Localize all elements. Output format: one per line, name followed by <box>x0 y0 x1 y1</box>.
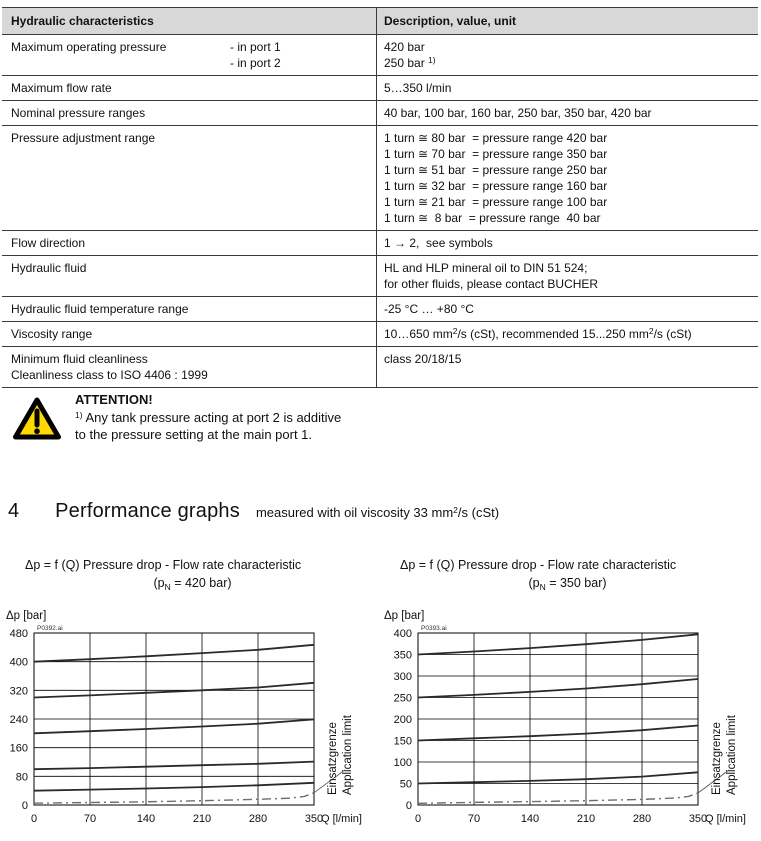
row-value: 1 turn ≅ 70 bar = pressure range 350 bar <box>384 147 608 161</box>
attention-line: $^{1)}$ Any tank pressure acting at port 2 is additive <box>75 409 342 425</box>
y-tick-label: 250 <box>393 692 412 705</box>
y-tick-label: 80 <box>15 771 28 784</box>
y-tick-label: 240 <box>9 714 28 726</box>
table-row <box>2 297 758 322</box>
y-tick-label: 100 <box>393 757 412 769</box>
y-tick-label: 50 <box>399 778 412 791</box>
x-tick-label: 280 <box>632 813 652 825</box>
curve-pressure-setting-400-bar <box>34 645 314 662</box>
curve-pressure-setting-50-bar <box>418 772 698 783</box>
row-value: 1 turn ≅ 32 bar = pressure range 160 bar <box>384 179 608 193</box>
row-label-cell <box>2 347 376 387</box>
table-row <box>2 322 758 347</box>
table-row <box>2 126 758 231</box>
row-value: HL and HLP mineral oil to DIN 51 524; <box>384 261 588 275</box>
row-label: Maximum flow rate <box>11 81 112 95</box>
figure-file-label: P0393.ai <box>421 625 447 632</box>
annotation-application-limit: Application limit <box>726 715 738 795</box>
y-tick-label: 400 <box>9 656 28 669</box>
row-value-cell <box>376 347 758 387</box>
curve-pressure-setting-150-bar <box>418 726 698 741</box>
warning-triangle-icon <box>12 396 62 442</box>
y-tick-label: 300 <box>393 671 412 683</box>
curve-application-limit <box>418 793 698 803</box>
row-value-cell <box>376 101 758 125</box>
row-value-cell <box>376 256 758 296</box>
y-tick-label: 200 <box>393 714 412 726</box>
table-row <box>2 256 758 297</box>
x-tick-label: 70 <box>83 813 97 825</box>
header-hydraulic-characteristics: Hydraulic characteristics <box>11 14 154 28</box>
row-label: Hydraulic fluid <box>11 261 87 275</box>
chart-svg <box>378 605 756 836</box>
x-tick-label: 0 <box>414 813 422 825</box>
hydraulic-table <box>2 7 758 388</box>
y-axis-label: Δp [bar] <box>384 610 425 622</box>
x-tick-label: 210 <box>192 813 212 825</box>
chart-420-bar <box>0 605 378 836</box>
row-sublabel-line: - in port 1 <box>230 40 281 54</box>
y-tick-label: 150 <box>393 735 412 748</box>
table-row <box>2 35 758 76</box>
y-tick-label: 0 <box>21 800 28 812</box>
table-row <box>2 231 758 256</box>
chart-title-block-350 <box>400 557 735 591</box>
section-note: measured with oil viscosity 33 $mm^2/s$ (cSt) <box>255 505 500 520</box>
row-sublabel-line: - in port 2 <box>230 56 281 70</box>
row-value-cell <box>376 322 758 346</box>
row-value-cell <box>376 297 758 321</box>
row-value: class 20/18/15 <box>384 352 462 366</box>
row-label-cell <box>2 297 376 321</box>
header-description-value-unit: Description, value, unit <box>376 8 758 34</box>
row-value: 1 → 2, see symbols <box>384 236 493 250</box>
row-value: 1 turn ≅ 80 bar = pressure range 420 bar <box>384 131 608 145</box>
row-label: Cleanliness class to ISO 4406 : 1999 <box>11 368 208 382</box>
table-row <box>2 101 758 126</box>
annotation-einsatzgrenze: Einsatzgrenze <box>327 722 339 795</box>
x-axis-label: Q [l/min] <box>705 813 746 825</box>
table-row <box>2 76 758 101</box>
x-tick-label: 0 <box>30 813 38 825</box>
x-tick-label: 210 <box>576 813 596 825</box>
row-value: 1 turn ≅ 8 bar = pressure range 40 bar <box>384 211 601 225</box>
x-tick-label: 140 <box>520 813 540 825</box>
row-value-cell <box>376 126 758 230</box>
row-value: 10…650 $mm^2/s$ (cSt), recommended 15...250 $mm^2/s$ (cSt) <box>384 326 692 341</box>
row-value: 420 bar <box>384 40 425 54</box>
table-header-row <box>2 8 758 35</box>
annotation-einsatzgrenze: Einsatzgrenze <box>711 722 723 795</box>
row-value: 40 bar, 100 bar, 160 bar, 250 bar, 350 bar, 420 bar <box>384 106 652 120</box>
row-label: Hydraulic fluid temperature range <box>11 302 189 316</box>
y-tick-label: 0 <box>405 800 412 812</box>
row-value: -25 °C … +80 °C <box>384 302 474 316</box>
row-value-cell <box>376 231 758 255</box>
attention-line: to the pressure setting at the main port 1. <box>75 427 313 442</box>
table-row <box>2 347 758 388</box>
curve-pressure-setting-200-bar <box>34 719 314 733</box>
y-tick-label: 400 <box>393 628 412 640</box>
row-value: 1 turn ≅ 51 bar = pressure range 250 bar <box>384 163 608 177</box>
chart-subtitle: ($p_N = 350$ bar) <box>528 576 607 592</box>
y-tick-label: 320 <box>9 685 28 698</box>
row-value: for other fluids, please contact BUCHER <box>384 277 599 291</box>
curve-pressure-setting-250-bar <box>418 679 698 698</box>
y-tick-label: 480 <box>9 628 28 640</box>
y-tick-label: 160 <box>9 742 28 755</box>
figure-file-label: P0392.ai <box>37 625 63 632</box>
curve-pressure-setting-40-bar <box>34 783 314 791</box>
y-axis-label: Δp [bar] <box>6 610 47 622</box>
x-tick-label: 350 <box>304 813 324 825</box>
chart-350-bar <box>378 605 756 836</box>
row-sublabel <box>230 39 281 71</box>
row-label-cell <box>2 101 376 125</box>
curve-pressure-setting-100-bar <box>34 762 314 770</box>
row-label-cell <box>2 35 376 75</box>
row-label-cell <box>2 76 376 100</box>
row-label: Flow direction <box>11 236 86 250</box>
attention-title: ATTENTION! <box>75 392 153 407</box>
row-label: Nominal pressure ranges <box>11 106 146 120</box>
section-number: 4 <box>8 500 20 522</box>
section-heading <box>8 500 499 523</box>
row-label-cell <box>2 256 376 296</box>
chart-title: Δp = f (Q) Pressure drop - Flow rate characteristic <box>25 558 302 572</box>
chart-subtitle: ($p_N = 420$ bar) <box>153 576 232 592</box>
row-label-cell <box>2 231 376 255</box>
row-label: Pressure adjustment range <box>11 131 156 145</box>
row-label: Viscosity range <box>11 327 93 341</box>
annotation-application-limit: Application limit <box>342 715 354 795</box>
x-tick-label: 350 <box>688 813 708 825</box>
chart-svg <box>0 605 378 836</box>
row-value-cell <box>376 76 758 100</box>
chart-title: Δp = f (Q) Pressure drop - Flow rate characteristic <box>400 558 677 572</box>
curve-pressure-setting-350-bar <box>418 634 698 654</box>
row-label: Minimum fluid cleanliness <box>11 352 148 366</box>
chart-title-block-420 <box>25 557 360 591</box>
row-value: 1 turn ≅ 21 bar = pressure range 100 bar <box>384 195 608 209</box>
row-value: 5…350 l/min <box>384 81 452 95</box>
curve-application-limit <box>34 793 314 803</box>
row-value-cell <box>376 35 758 75</box>
row-label: Maximum operating pressure <box>11 40 167 54</box>
x-tick-label: 140 <box>136 813 156 825</box>
row-label-cell <box>2 322 376 346</box>
y-tick-label: 350 <box>393 649 412 662</box>
row-value: 250 bar $^{1)}$ <box>384 55 436 70</box>
x-tick-label: 70 <box>467 813 481 825</box>
section-title: Performance graphs <box>55 500 240 522</box>
x-axis-label: Q [l/min] <box>321 813 362 825</box>
x-tick-label: 280 <box>248 813 268 825</box>
row-label-cell <box>2 126 376 230</box>
